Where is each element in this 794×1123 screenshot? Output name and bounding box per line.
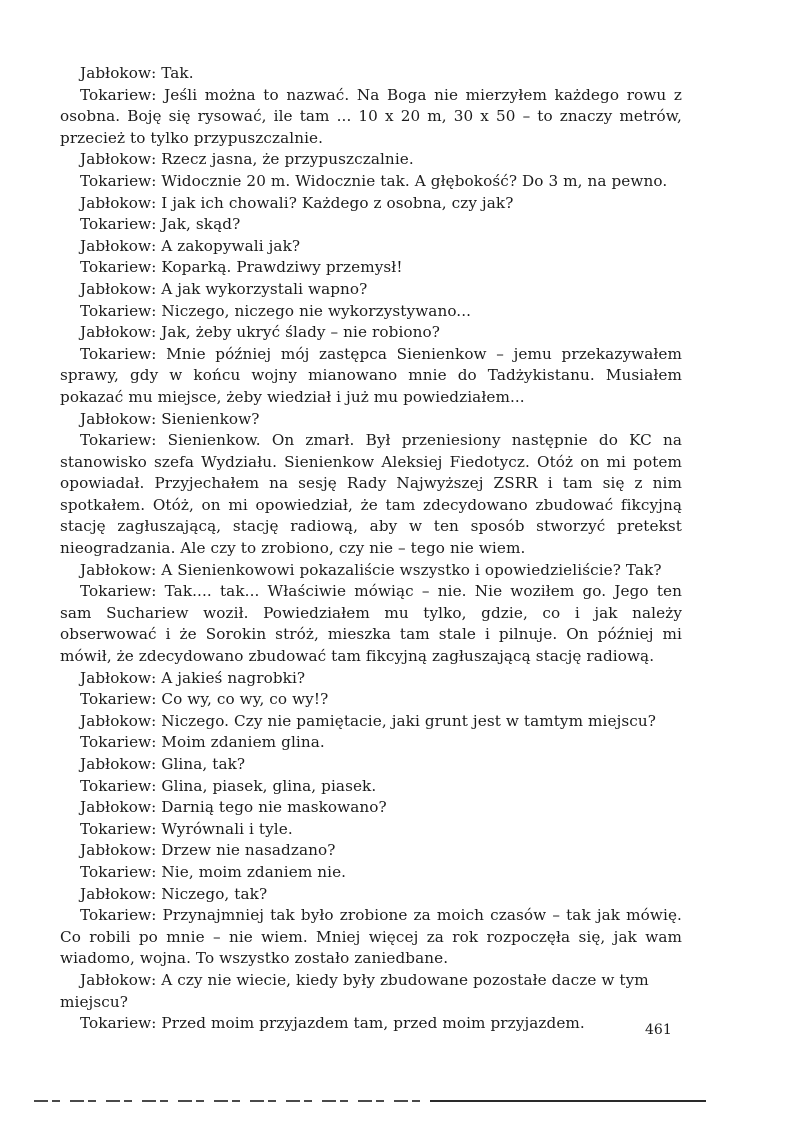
transcript-text — [60, 63, 682, 1035]
paragraph-23: Jabłokow: Darnią tego nie maskowano? — [80, 798, 387, 817]
paragraph-15: Jabłokow: A Sienienkowowi pokazaliście wszystko i opowiedzieliście? Tak? — [80, 560, 662, 579]
paragraph-22: Tokariew: Glina, piasek, glina, piasek. — [80, 776, 377, 795]
paragraph-10: Tokariew: Niczego, niczego nie wykorzystywano... — [80, 301, 472, 320]
paragraph-12: Tokariew: Mnie później mój zastępca Sienienkow – jemu przekazywałem sprawy, gdy w końcu wojny mianowano mnie do Tadżykistanu. Musiałem pokazać mu miejsce, żeby wiedział i już mu powiedziałem... — [60, 344, 682, 406]
paragraph-17: Jabłokow: A jakieś nagrobki? — [80, 668, 306, 687]
page-number: 461 — [645, 1022, 672, 1038]
paragraph-16: Tokariew: Tak.... tak... Właściwie mówiąc – nie. Nie woziłem go. Jego ten sam Suchariew woził. Powiedziałem mu tylko, gdzie, co i jak należy obserwować i że Sorokin stróż, mieszka tam stale i pilnuje. On później mi mówił, że zdecydowano zbudować tam fikcyjną zagłuszającą stację radiową. — [60, 582, 682, 666]
paragraph-2: Tokariew: Jeśli można to nazwać. Na Boga nie mierzyłem każdego rowu z osobna. Boję się rysować, ile tam ... 10 x 20 m, 30 x 50 – to znaczy metrów, przecież to tylko przypuszczalnie. — [60, 85, 682, 147]
paragraph-11: Jabłokow: Jak, żeby ukryć ślady – nie robiono? — [80, 323, 441, 342]
paragraph-30: Tokariew: Przed moim przyjazdem tam, przed moim przyjazdem. — [80, 1014, 585, 1033]
paragraph-3: Jabłokow: Rzecz jasna, że przypuszczalnie. — [80, 150, 414, 169]
paragraph-6: Tokariew: Jak, skąd? — [80, 215, 241, 234]
paragraph-14: Tokariew: Sienienkow. On zmarł. Był przeniesiony następnie do KC na stanowisko szefa Wydziału. Sienienkow Aleksiej Fiedotycz. Otóż on mi potem opowiadał. Przyjechałem na sesję Rady Najwyższej ZSRR i tam się z nim spotkałem. Otóż, on mi opowiedział, że tam zdecydowano zbudować fikcyjną stację zagłuszającą, stację radiową, aby w ten sposób stworzyć pretekst nieogradzania. Ale czy to zrobiono, czy nie – tego nie wiem. — [60, 431, 682, 558]
paragraph-27: Jabłokow: Niczego, tak? — [80, 884, 268, 903]
paragraph-1: Jabłokow: Tak. — [80, 64, 194, 82]
paragraph-26: Tokariew: Nie, moim zdaniem nie. — [80, 862, 347, 881]
paragraph-29: Jabłokow: A czy nie wiecie, kiedy były zbudowane pozostałe dacze w tym miejscu? — [60, 970, 649, 1011]
paragraph-8: Tokariew: Koparką. Prawdziwy przemysł! — [80, 258, 403, 277]
paragraph-19: Jabłokow: Niczego. Czy nie pamiętacie, jaki grunt jest w tamtym miejscu? — [80, 711, 657, 730]
paragraph-13: Jabłokow: Sienienkow? — [80, 409, 260, 428]
paragraph-5: Jabłokow: I jak ich chowali? Każdego z osobna, czy jak? — [80, 193, 514, 212]
paragraph-7: Jabłokow: A zakopywali jak? — [80, 236, 301, 255]
footer-solid-rule — [430, 1100, 706, 1102]
paragraph-24: Tokariew: Wyrównali i tyle. — [80, 819, 293, 838]
paragraph-21: Jabłokow: Glina, tak? — [80, 755, 246, 773]
paragraph-25: Jabłokow: Drzew nie nasadzano? — [80, 841, 336, 860]
paragraph-20: Tokariew: Moim zdaniem glina. — [80, 733, 325, 752]
paragraph-28: Tokariew: Przynajmniej tak było zrobione za moich czasów – tak jak mówię. Co robili po mnie – nie wiem. Mniej więcej za rok rozpoczęła się, jak wam wiadomo, wojna. To wszystko zostało zaniedbane. — [60, 906, 682, 968]
paragraph-4: Tokariew: Widocznie 20 m. Widocznie tak. A głębokość? Do 3 m, na pewno. — [80, 171, 668, 190]
paragraph-9: Jabłokow: A jak wykorzystali wapno? — [80, 279, 368, 298]
paragraph-18: Tokariew: Co wy, co wy, co wy!? — [80, 690, 329, 709]
